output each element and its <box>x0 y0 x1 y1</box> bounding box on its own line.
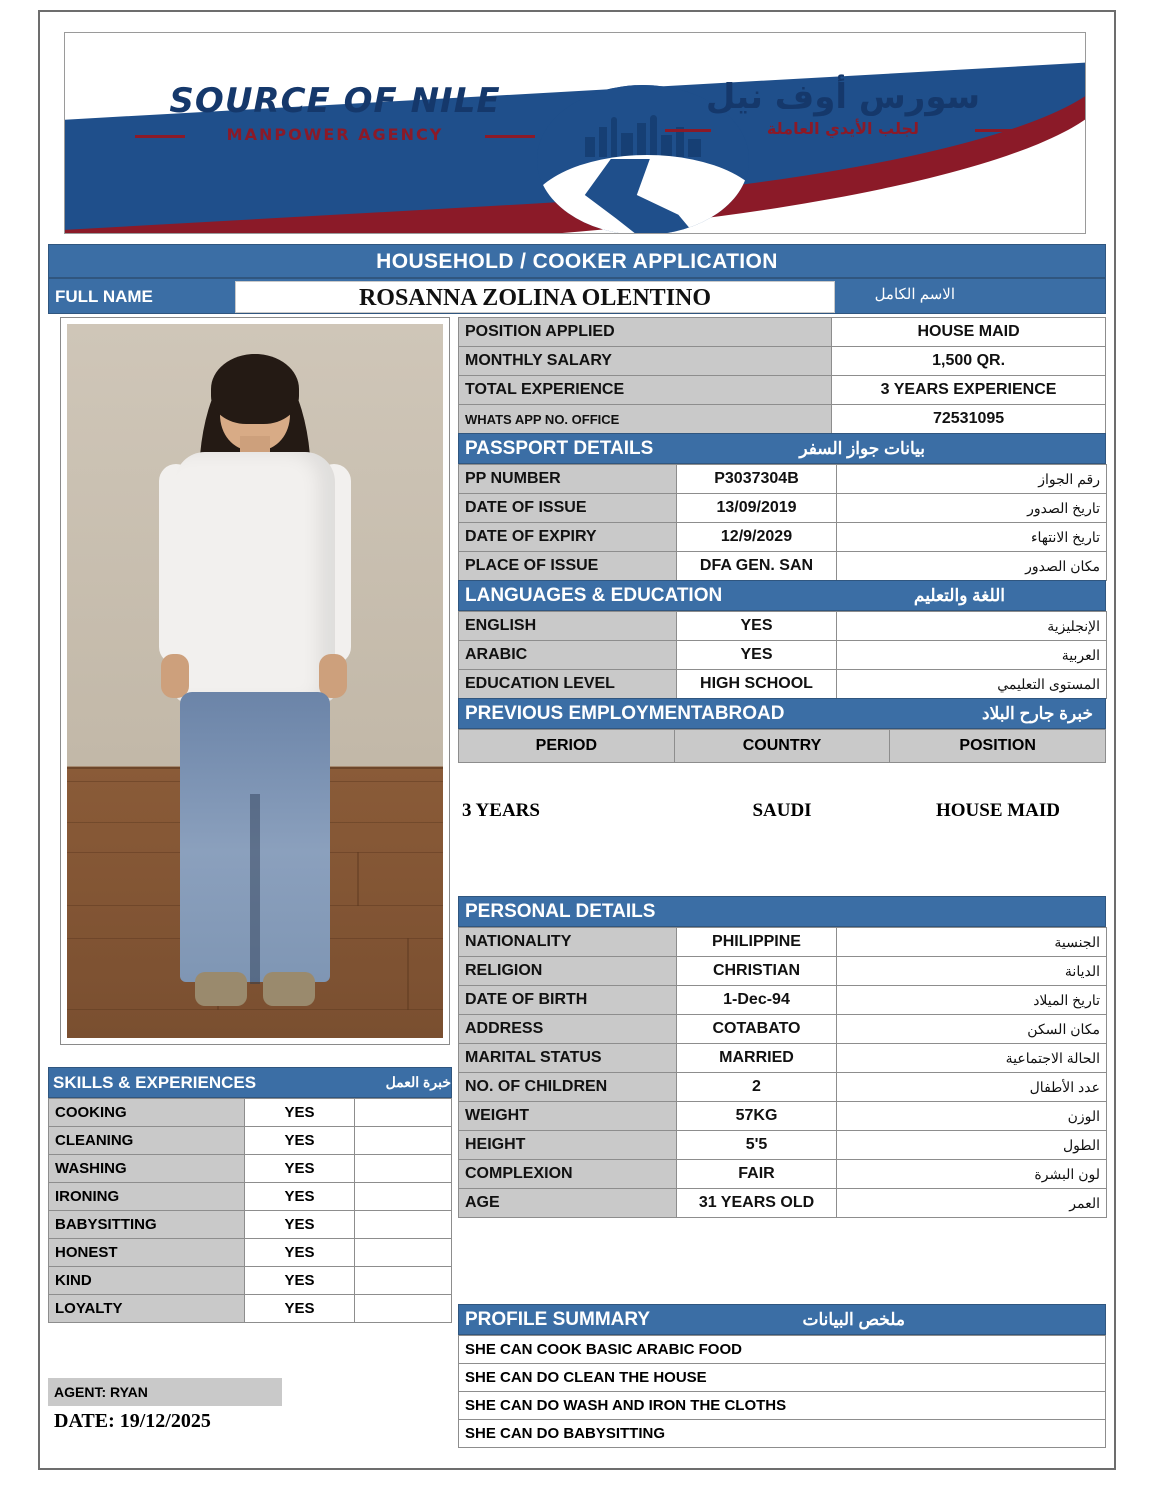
employment-rows-table <box>458 795 1106 827</box>
table-row <box>459 465 1107 494</box>
height-value: 5'5 <box>677 1131 837 1160</box>
personal-section-band <box>458 896 1106 927</box>
place-of-issue-arabic: مكان الصدور <box>837 552 1107 581</box>
profile-section-band <box>458 1304 1106 1335</box>
whatsapp-label: WHATS APP NO. OFFICE <box>459 405 832 434</box>
table-row <box>459 986 1107 1015</box>
table-row <box>459 1131 1107 1160</box>
address-value: COTABATO <box>677 1015 837 1044</box>
skills-section-label-arabic: خبرة العمل <box>385 1074 451 1090</box>
table-row <box>459 552 1107 581</box>
skills-section-band <box>48 1067 452 1098</box>
total-experience-value: 3 YEARS EXPERIENCE <box>832 376 1106 405</box>
skill-cooking-label: COOKING <box>49 1099 245 1127</box>
position-applied-value: HOUSE MAID <box>832 318 1106 347</box>
languages-section-label-arabic: اللغة والتعليم <box>913 586 1005 605</box>
languages-section-label: LANGUAGES & EDUCATION <box>465 585 723 606</box>
nationality-value: PHILIPPINE <box>677 928 837 957</box>
skill-honest-label: HONEST <box>49 1239 245 1267</box>
employment-country-header: COUNTRY <box>674 730 890 763</box>
table-row <box>459 1044 1107 1073</box>
address-label: ADDRESS <box>459 1015 677 1044</box>
complexion-value: FAIR <box>677 1160 837 1189</box>
agency-name: SOURCE OF NILE <box>169 81 501 121</box>
table-row <box>49 1239 452 1267</box>
marital-status-value: MARRIED <box>677 1044 837 1073</box>
skill-kind-value: YES <box>245 1267 355 1295</box>
table-row <box>459 376 1106 405</box>
profile-item-3: SHE CAN DO BABYSITTING <box>459 1420 1106 1448</box>
profile-summary-table <box>458 1335 1106 1448</box>
table-row <box>459 928 1107 957</box>
list-item <box>459 1392 1106 1420</box>
applicant-photo-frame <box>60 317 450 1045</box>
table-row <box>459 1189 1107 1218</box>
date-of-issue-arabic: تاريخ الصدور <box>837 494 1107 523</box>
whatsapp-value: 72531095 <box>832 405 1106 434</box>
passport-section-label-arabic: بيانات جواز السفر <box>799 439 925 458</box>
application-date: DATE: 19/12/2025 <box>48 1406 282 1436</box>
children-label: NO. OF CHILDREN <box>459 1073 677 1102</box>
table-row <box>459 318 1106 347</box>
date-of-issue-value: 13/09/2019 <box>677 494 837 523</box>
employment-section-label-arabic: خبرة جارح البلاد <box>982 704 1093 723</box>
skill-babysitting-note <box>355 1211 452 1239</box>
skill-washing-note <box>355 1155 452 1183</box>
passport-details-table <box>458 464 1107 581</box>
age-label: AGE <box>459 1189 677 1218</box>
table-row <box>49 1267 452 1295</box>
date-of-expiry-label: DATE OF EXPIRY <box>459 523 677 552</box>
pp-number-value: P3037304B <box>677 465 837 494</box>
employment-header-table <box>458 729 1106 763</box>
skill-ironing-label: IRONING <box>49 1183 245 1211</box>
full-name-value: ROSANNA ZOLINA OLENTINO <box>235 281 835 313</box>
skill-loyalty-note <box>355 1295 452 1323</box>
skill-kind-note <box>355 1267 452 1295</box>
profile-section-label: PROFILE SUMMARY <box>465 1309 651 1330</box>
skill-cleaning-value: YES <box>245 1127 355 1155</box>
skill-cleaning-note <box>355 1127 452 1155</box>
religion-label: RELIGION <box>459 957 677 986</box>
agent-name: AGENT: RYAN <box>48 1378 282 1406</box>
pp-number-arabic: رقم الجواز <box>837 465 1107 494</box>
table-row <box>49 1155 452 1183</box>
passport-section-label: PASSPORT DETAILS <box>465 438 654 459</box>
religion-value: CHRISTIAN <box>677 957 837 986</box>
table-row <box>458 795 1106 827</box>
date-of-expiry-value: 12/9/2029 <box>677 523 837 552</box>
full-name-label-arabic: الاسم الكامل <box>874 286 955 303</box>
passport-section-band <box>458 433 1106 464</box>
monthly-salary-value: 1,500 QR. <box>832 347 1106 376</box>
employment-section-label: PREVIOUS EMPLOYMENTABROAD <box>465 703 785 724</box>
table-row <box>459 641 1107 670</box>
skill-loyalty-label: LOYALTY <box>49 1295 245 1323</box>
education-level-label: EDUCATION LEVEL <box>459 670 677 699</box>
table-row <box>49 1127 452 1155</box>
agency-letterhead <box>64 32 1086 234</box>
weight-arabic: الوزن <box>837 1102 1107 1131</box>
profile-item-1: SHE CAN DO CLEAN THE HOUSE <box>459 1364 1106 1392</box>
place-of-issue-value: DFA GEN. SAN <box>677 552 837 581</box>
total-experience-label: TOTAL EXPERIENCE <box>459 376 832 405</box>
languages-section-band <box>458 580 1106 611</box>
profile-item-0: SHE CAN COOK BASIC ARABIC FOOD <box>459 1336 1106 1364</box>
list-item <box>459 1420 1106 1448</box>
age-arabic: العمر <box>837 1189 1107 1218</box>
table-row <box>459 494 1107 523</box>
address-arabic: مكان السكن <box>837 1015 1107 1044</box>
religion-arabic: الديانة <box>837 957 1107 986</box>
skills-section-label: SKILLS & EXPERIENCES <box>53 1073 257 1092</box>
application-details-table <box>458 317 1106 434</box>
agency-name-arabic-block <box>643 77 1043 138</box>
place-of-issue-label: PLACE OF ISSUE <box>459 552 677 581</box>
table-row <box>459 523 1107 552</box>
date-of-birth-label: DATE OF BIRTH <box>459 986 677 1015</box>
list-item <box>459 1364 1106 1392</box>
applicant-photo <box>67 324 443 1038</box>
education-level-arabic: المستوى التعليمي <box>837 670 1107 699</box>
english-label: ENGLISH <box>459 612 677 641</box>
list-item <box>459 1336 1106 1364</box>
height-label: HEIGHT <box>459 1131 677 1160</box>
arabic-arabic: العربية <box>837 641 1107 670</box>
date-of-expiry-arabic: تاريخ الانتهاء <box>837 523 1107 552</box>
skill-washing-value: YES <box>245 1155 355 1183</box>
table-row <box>49 1099 452 1127</box>
arabic-label: ARABIC <box>459 641 677 670</box>
skill-loyalty-value: YES <box>245 1295 355 1323</box>
table-row <box>459 1102 1107 1131</box>
skill-kind-label: KIND <box>49 1267 245 1295</box>
date-of-birth-arabic: تاريخ الميلاد <box>837 986 1107 1015</box>
employment-section-band <box>458 698 1106 729</box>
agency-name-arabic: سورس أوف نيل <box>705 77 981 117</box>
employment-period-value: 3 YEARS <box>462 800 540 821</box>
english-arabic: الإنجليزية <box>837 612 1107 641</box>
skill-cooking-value: YES <box>245 1099 355 1127</box>
table-row <box>459 612 1107 641</box>
table-row <box>459 670 1107 699</box>
monthly-salary-label: MONTHLY SALARY <box>459 347 832 376</box>
table-row <box>49 1211 452 1239</box>
employment-position-header: POSITION <box>890 730 1106 763</box>
application-sheet <box>38 10 1116 1470</box>
agent-row <box>48 1378 452 1406</box>
table-row <box>459 730 1106 763</box>
table-row <box>459 1073 1107 1102</box>
languages-education-table <box>458 611 1107 699</box>
skill-cooking-note <box>355 1099 452 1127</box>
position-applied-label: POSITION APPLIED <box>459 318 832 347</box>
height-arabic: الطول <box>837 1131 1107 1160</box>
nationality-label: NATIONALITY <box>459 928 677 957</box>
table-row <box>459 1160 1107 1189</box>
pp-number-label: PP NUMBER <box>459 465 677 494</box>
skill-honest-note <box>355 1239 452 1267</box>
employment-country-value: SAUDI <box>752 800 812 821</box>
date-of-birth-value: 1-Dec-94 <box>677 986 837 1015</box>
employment-position-value: HOUSE MAID <box>935 800 1061 821</box>
skill-ironing-note <box>355 1183 452 1211</box>
education-level-value: HIGH SCHOOL <box>677 670 837 699</box>
profile-item-2: SHE CAN DO WASH AND IRON THE CLOTHS <box>459 1392 1106 1420</box>
skills-table <box>48 1098 452 1323</box>
table-row <box>459 957 1107 986</box>
arabic-value: YES <box>677 641 837 670</box>
weight-label: WEIGHT <box>459 1102 677 1131</box>
full-name-label: FULL NAME <box>55 287 153 306</box>
table-row <box>459 347 1106 376</box>
marital-status-label: MARITAL STATUS <box>459 1044 677 1073</box>
skill-cleaning-label: CLEANING <box>49 1127 245 1155</box>
weight-value: 57KG <box>677 1102 837 1131</box>
skill-babysitting-label: BABYSITTING <box>49 1211 245 1239</box>
date-of-issue-label: DATE OF ISSUE <box>459 494 677 523</box>
date-row <box>48 1406 452 1438</box>
english-value: YES <box>677 612 837 641</box>
table-row <box>49 1183 452 1211</box>
table-row <box>459 405 1106 434</box>
employment-period-header: PERIOD <box>459 730 675 763</box>
agency-tagline-arabic: لجلب الأيدي العاملة <box>643 119 1043 138</box>
table-row <box>459 1015 1107 1044</box>
agency-name-block <box>125 81 545 144</box>
page-title: HOUSEHOLD / COOKER APPLICATION <box>48 244 1106 278</box>
complexion-label: COMPLEXION <box>459 1160 677 1189</box>
agency-tagline: MANPOWER AGENCY <box>125 125 545 144</box>
skill-babysitting-value: YES <box>245 1211 355 1239</box>
skill-honest-value: YES <box>245 1239 355 1267</box>
table-row <box>49 1295 452 1323</box>
age-value: 31 YEARS OLD <box>677 1189 837 1218</box>
children-value: 2 <box>677 1073 837 1102</box>
skill-washing-label: WASHING <box>49 1155 245 1183</box>
marital-status-arabic: الحالة الاجتماعية <box>837 1044 1107 1073</box>
skill-ironing-value: YES <box>245 1183 355 1211</box>
full-name-row <box>48 278 1106 314</box>
complexion-arabic: لون البشرة <box>837 1160 1107 1189</box>
children-arabic: عدد الأطفال <box>837 1073 1107 1102</box>
nationality-arabic: الجنسية <box>837 928 1107 957</box>
personal-details-table <box>458 927 1107 1218</box>
personal-section-label: PERSONAL DETAILS <box>465 901 656 922</box>
profile-section-label-arabic: ملخص البيانات <box>802 1310 905 1329</box>
